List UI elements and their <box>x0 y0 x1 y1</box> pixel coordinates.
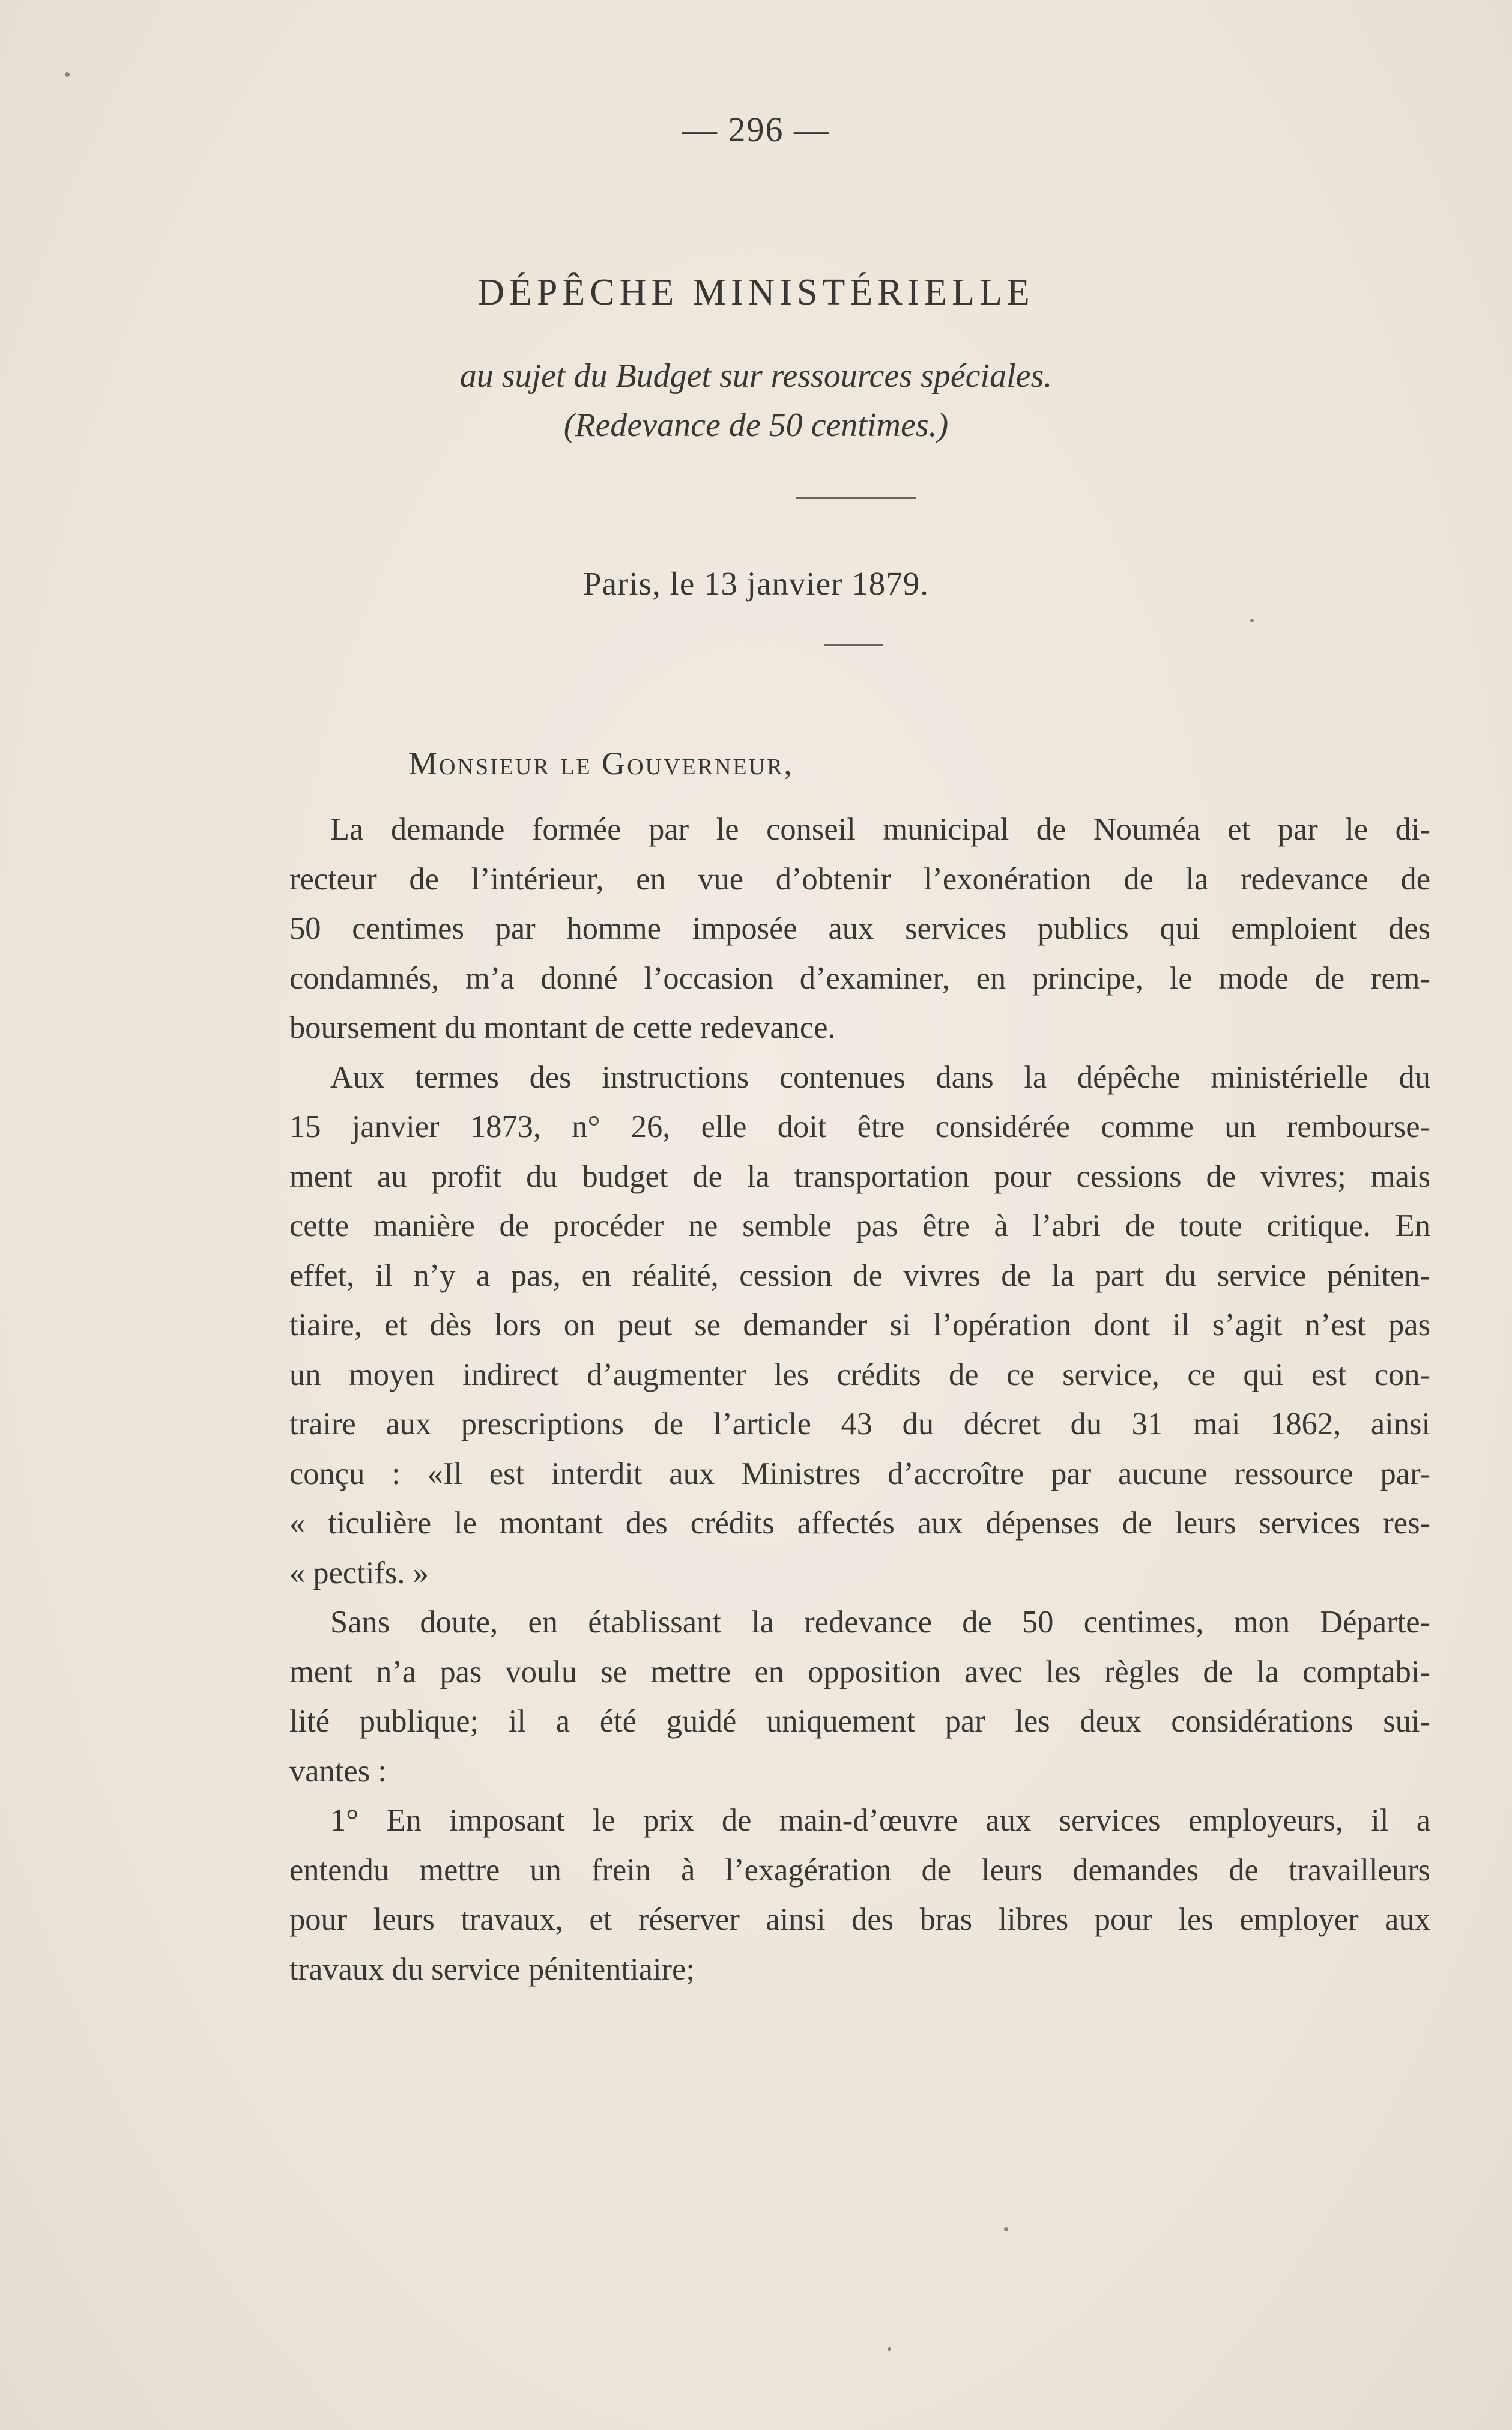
separator-rule <box>796 497 916 499</box>
text-line: 15 janvier 1873, n° 26, elle doit être considérée comme un rembourse- <box>289 1109 1430 1144</box>
paper-speck <box>888 2347 891 2351</box>
text-line: Sans doute, en établissant la redevance de 50 centimes, mon Départe- <box>330 1605 1430 1640</box>
text-line: « ticulière le montant des crédits affectés aux dépenses de leurs services res- <box>289 1506 1430 1541</box>
text-line: entendu mettre un frein à l’exagération de leurs demandes de travailleurs <box>289 1852 1430 1888</box>
text-line: ment n’a pas voulu se mettre en opposition avec les règles de la comptabi- <box>289 1654 1430 1689</box>
body-text <box>289 805 1430 1994</box>
text-line: La demande formée par le conseil municipal de Nouméa et par le di- <box>330 812 1430 847</box>
dateline: Paris, le 13 janvier 1879. <box>583 565 929 602</box>
paper-speck <box>65 72 70 77</box>
page-number: — 296 — <box>682 110 830 149</box>
paper-speck <box>1004 2227 1008 2231</box>
dispatch-subtitle: au sujet du Budget sur ressources spéciales. <box>459 357 1053 395</box>
text-line: pour leurs travaux, et réserver ainsi des bras libres pour les employer aux <box>289 1902 1430 1937</box>
text-line: 1° En imposant le prix de main-d’œuvre aux services employeurs, il a <box>330 1803 1430 1838</box>
salutation: Monsieur le Gouverneur, <box>408 745 794 781</box>
text-line: cette manière de procéder ne semble pas être à l’abri de toute critique. En <box>289 1208 1430 1243</box>
text-line: conçu : «Il est interdit aux Ministres d’accroître par aucune ressource par- <box>289 1456 1430 1491</box>
text-line: travaux du service pénitentiaire; <box>289 1951 695 1987</box>
text-line: boursement du montant de cette redevance. <box>289 1010 836 1045</box>
text-line: tiaire, et dès lors on peut se demander si l’opération dont il s’agit n’est pas <box>289 1307 1430 1342</box>
text-line: ment au profit du budget de la transportation pour cessions de vivres; mais <box>289 1159 1430 1194</box>
text-line: condamnés, m’a donné l’occasion d’examiner, en principe, le mode de rem- <box>289 960 1430 996</box>
text-line: un moyen indirect d’augmenter les crédits de ce service, ce qui est con- <box>289 1357 1430 1392</box>
dispatch-subtitle-parenthetical: (Redevance de 50 centimes.) <box>563 407 949 444</box>
text-line: traire aux prescriptions de l’article 43 du décret du 31 mai 1862, ainsi <box>289 1407 1430 1441</box>
text-line: 50 centimes par homme imposée aux services publics qui emploient des <box>289 911 1430 946</box>
text-line: « pectifs. » <box>289 1555 429 1590</box>
dispatch-title: DÉPÊCHE MINISTÉRIELLE <box>477 272 1035 313</box>
separator-rule-short <box>824 644 883 646</box>
paper-speck <box>1250 619 1254 622</box>
text-line: Aux termes des instructions contenues dans la dépêche ministérielle du <box>330 1059 1430 1095</box>
text-line: vantes : <box>289 1753 387 1789</box>
text-line: recteur de l’intérieur, en vue d’obtenir l’exonération de la redevance de <box>289 861 1430 897</box>
text-line: lité publique; il a été guidé uniquement par les deux considérations sui- <box>289 1704 1430 1739</box>
text-line: effet, il n’y a pas, en réalité, cession de vivres de la part du service péniten- <box>289 1258 1430 1293</box>
